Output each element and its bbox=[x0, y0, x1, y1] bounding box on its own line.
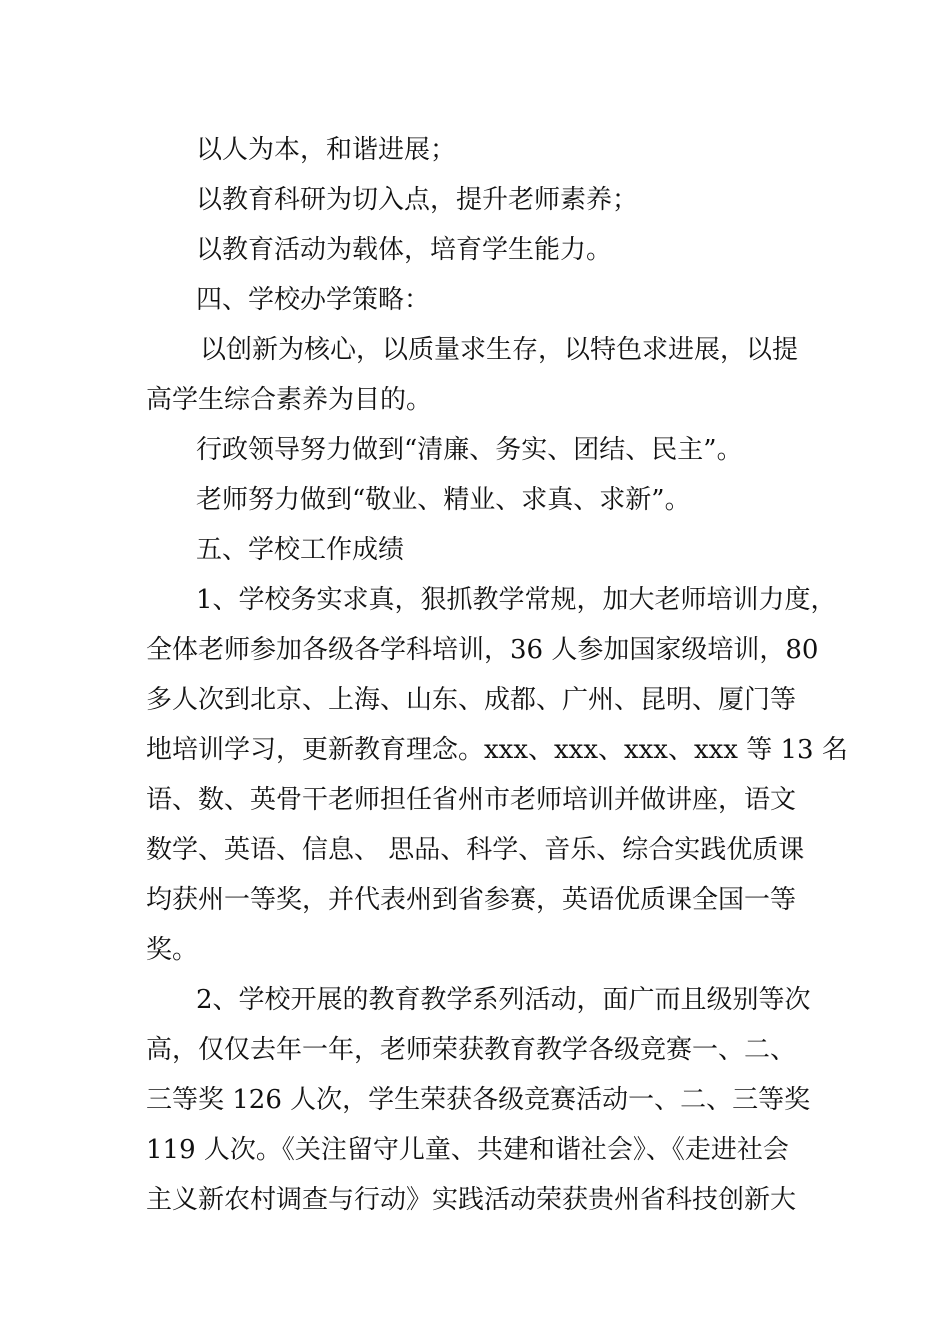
text-line: 行政领导努力做到“清廉、务实、团结、民主”。 bbox=[196, 435, 743, 465]
text-line: 地培训学习，更新教育理念。xxx、xxx、xxx、xxx 等 13 名 bbox=[146, 735, 848, 765]
text-line: 高，仅仅去年一年，老师荣获教育教学各级竞赛一、二、 bbox=[146, 1035, 797, 1065]
text-line: 以创新为核心，以质量求生存，以特色求进展，以提 bbox=[200, 335, 799, 365]
text-line: 高学生综合素养为目的。 bbox=[146, 385, 433, 415]
text-line: 数学、英语、信息、 思品、科学、音乐、综合实践优质课 bbox=[146, 835, 805, 865]
text-line: 以教育活动为载体，培育学生能力。 bbox=[196, 235, 613, 265]
section-heading: 四、学校办学策略： bbox=[196, 285, 431, 315]
text-line: 以教育科研为切入点，提升老师素养； bbox=[196, 185, 639, 215]
text-line: 三等奖 126 人次，学生荣获各级竞赛活动一、二、三等奖 bbox=[146, 1085, 811, 1115]
text-line: 119 人次。《关注留守儿童、共建和谐社会》、《走进社会 bbox=[146, 1135, 789, 1165]
text-line: 全体老师参加各级各学科培训，36 人参加国家级培训，80 bbox=[146, 635, 819, 665]
text-line: 老师努力做到“敬业、精业、求真、求新”。 bbox=[196, 485, 691, 515]
section-heading: 五、学校工作成绩 bbox=[196, 535, 405, 565]
text-line: 奖。 bbox=[146, 935, 199, 965]
text-line: 主义新农村调查与行动》实践活动荣获贵州省科技创新大 bbox=[146, 1185, 797, 1215]
text-line: 1、学校务实求真，狠抓教学常规，加大老师培训力度， bbox=[196, 585, 837, 615]
text-line: 语、数、英骨干老师担任省州市老师培训并做讲座，语文 bbox=[146, 785, 797, 815]
text-line: 2、学校开展的教育教学系列活动，面广而且级别等次 bbox=[196, 985, 811, 1015]
text-line: 多人次到北京、上海、山东、成都、广州、昆明、厦门等 bbox=[146, 685, 797, 715]
text-line: 以人为本，和谐进展； bbox=[196, 135, 457, 165]
text-line: 均获州一等奖，并代表州到省参赛，英语优质课全国一等 bbox=[146, 885, 797, 915]
